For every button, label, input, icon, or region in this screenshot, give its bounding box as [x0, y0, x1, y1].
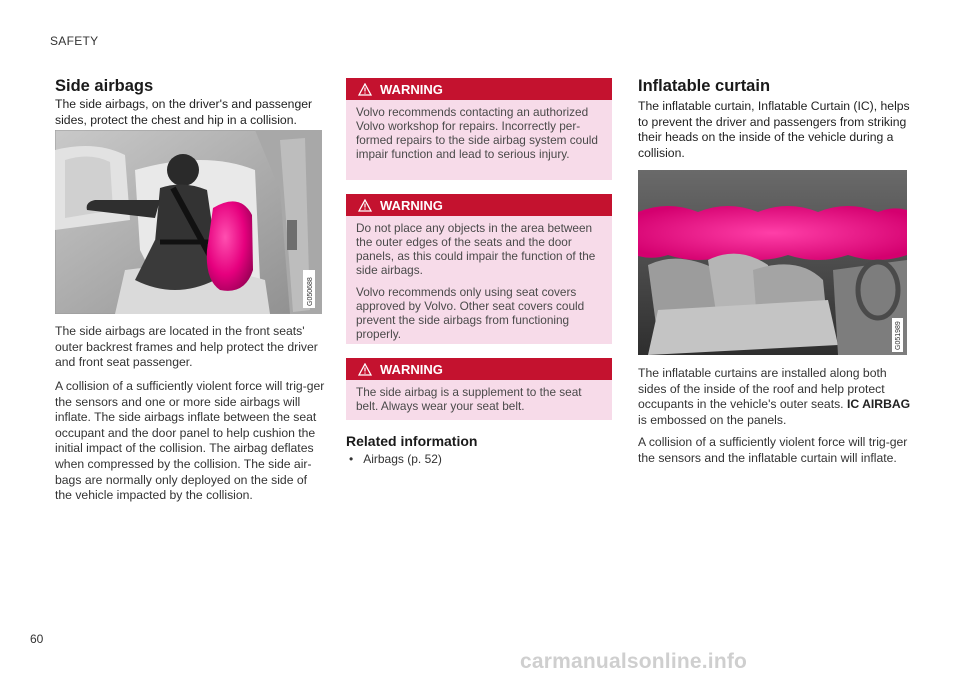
ic-airbag-term: IC AIRBAG — [846, 397, 911, 412]
watermark: carmanualsonline.info — [520, 650, 748, 673]
side-airbags-paragraph-2: A collision of a sufficiently violent force will trig-ger the sensors and one or more side airbags will inflate. The side airbags inflate between the seat occupant and the door panel to help cushion the initial impact of the collision. The airbag deflates when compressed by the collision. The side air-bags are normally only deployed on the side of the vehicle impacted by the collision. — [55, 379, 325, 503]
figure-code-2: G051989 — [895, 321, 902, 350]
inflatable-curtain-paragraph-1 — [638, 366, 913, 428]
related-link-label: Airbags (p. 52) — [363, 452, 442, 466]
side-airbags-lead: The side airbags, on the driver's and passenger sides, protect the chest and hip in a collision. — [55, 97, 313, 127]
warning-label: WARNING — [380, 197, 443, 213]
warning-header — [346, 78, 612, 100]
related-link-airbags[interactable] — [349, 452, 442, 466]
side-airbags-title: Side airbags — [55, 77, 154, 95]
warning-text: The side airbag is a supplement to the seat belt. Always wear your seat belt. — [356, 385, 582, 413]
warning-label: WARNING — [380, 361, 443, 377]
side-airbag-illustration — [55, 130, 322, 314]
side-airbags-paragraph-1: The side airbags are located in the front seats' outer backrest frames and help protect the driver and front seat passenger. — [55, 324, 318, 370]
page-number: 60 — [30, 632, 44, 646]
warning-box-2 — [346, 194, 612, 344]
warning-text: Volvo recommends contacting an authorized Volvo workshop for repairs. Incorrectly per-formed repairs to the side airbag system could impair function and lead to serious injury. — [356, 105, 598, 161]
warning-label: WARNING — [380, 81, 443, 97]
warning-header — [346, 358, 612, 380]
warning-triangle-icon — [358, 199, 372, 212]
warning-box-3 — [346, 358, 612, 420]
warning-text: Do not place any objects in the area between the outer edges of the seats and the door panels, as this could impair the function of the side airbags. — [356, 221, 596, 277]
section-header: SAFETY — [50, 34, 99, 48]
warning-triangle-icon — [358, 83, 372, 96]
warning-header — [346, 194, 612, 216]
paragraph-text: is embossed on the panels. — [638, 412, 787, 427]
inflatable-curtain-illustration — [638, 170, 907, 355]
inflatable-curtain-lead: The inflatable curtain, Inflatable Curtain (IC), helps to prevent the driver and passengers from striking their heads on the inside of the vehicle during a collision. — [638, 99, 910, 160]
warning-text: Volvo recommends only using seat covers approved by Volvo. Other seat covers could prevent the side airbags from functioning properly. — [356, 285, 585, 341]
paragraph-text: The inflatable curtains are installed along both sides of the inside of the roof and help protect occupants in the vehicle's outer seats. — [638, 366, 887, 412]
related-information-title: Related information — [346, 433, 478, 449]
figure-code-1: G050688 — [307, 277, 314, 306]
inflatable-curtain-paragraph-2: A collision of a sufficiently violent force will trig-ger the sensors and the inflatable curtain will inflate. — [638, 435, 908, 465]
warning-box-1 — [346, 78, 612, 180]
warning-triangle-icon — [358, 363, 372, 376]
inflatable-curtain-title: Inflatable curtain — [638, 77, 771, 95]
bullet: • — [349, 452, 354, 466]
